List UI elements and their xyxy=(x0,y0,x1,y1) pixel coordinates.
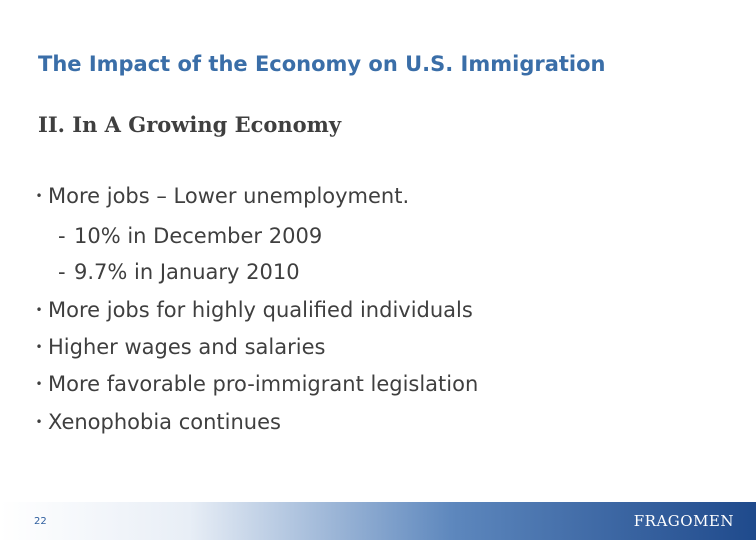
bullet-marker: • xyxy=(35,189,43,203)
sub-bullet-marker: - xyxy=(58,224,66,248)
bullet-marker: • xyxy=(35,415,43,429)
bullet-item xyxy=(30,298,473,322)
page-number: 22 xyxy=(34,516,47,527)
bullet-text: Xenophobia continues xyxy=(48,410,281,434)
sub-bullet-text: 10% in December 2009 xyxy=(74,224,323,248)
sub-bullet-marker: - xyxy=(58,260,66,284)
bullet-marker: • xyxy=(35,303,43,317)
fragomen-logo: FRAGOMEN xyxy=(633,512,734,530)
bullet-marker: • xyxy=(35,377,43,391)
bullet-item xyxy=(30,335,325,359)
bullet-text: Higher wages and salaries xyxy=(48,335,326,359)
bullet-text: More jobs for highly qualified individuals xyxy=(48,298,473,322)
sub-bullet-text: 9.7% in January 2010 xyxy=(74,260,300,284)
sub-bullet-item xyxy=(58,260,300,284)
bullet-marker: • xyxy=(35,340,43,354)
bullet-item xyxy=(30,372,478,396)
section-heading: II. In A Growing Economy xyxy=(38,112,342,137)
bullet-item xyxy=(30,410,281,434)
footer-bar xyxy=(0,502,756,540)
sub-bullet-item xyxy=(58,224,322,248)
slide-title: The Impact of the Economy on U.S. Immigration xyxy=(38,52,606,76)
bullet-text: More favorable pro-immigrant legislation xyxy=(48,372,479,396)
bullet-text: More jobs – Lower unemployment. xyxy=(48,184,410,208)
bullet-item xyxy=(30,184,409,208)
